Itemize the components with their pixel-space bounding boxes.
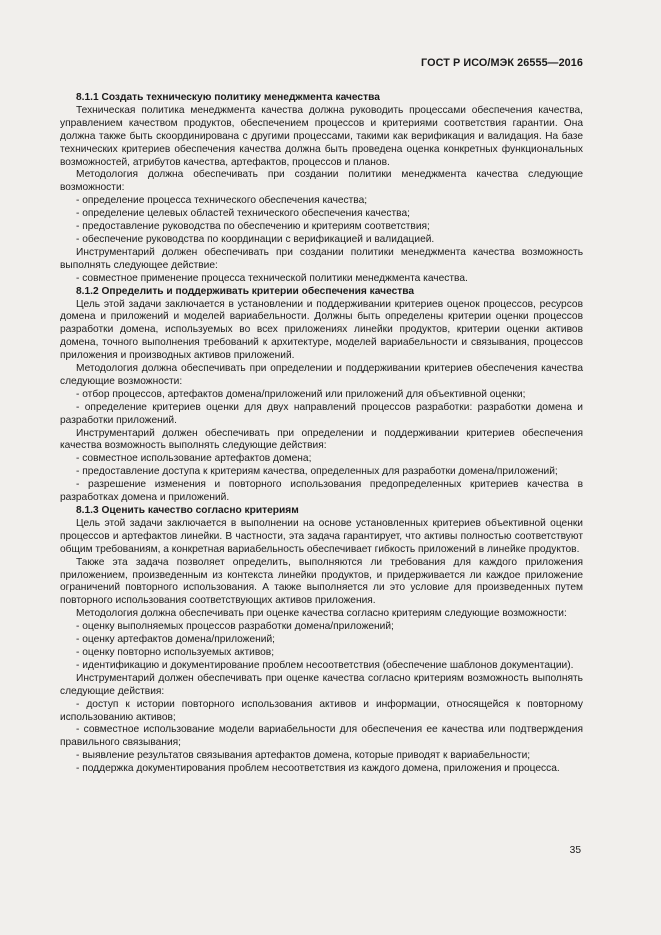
list-item: - поддержка документирования проблем несоответствия из каждого домена, приложения и процесса.: [76, 763, 560, 775]
paragraph: Цель этой задачи заключается в установлении и поддерживании критериев оценок процессов, ресурсов домена и приложений и моделей вариабельности. Должны быть определены критерии оценки процессов разработки домена, используемых во всех приложениях линейки продуктов, критерии оценки активов домена, точного выполнения требований к архитектуре, моделей вариабельности и связывания, процессов приложения и производных активов приложений.: [60, 298, 583, 362]
list-item: - оценку артефактов домена/приложений;: [76, 634, 276, 646]
paragraph: Инструментарий должен обеспечивать при определении и поддерживании критериев обеспечения качества возможность выполнять следующие действия:: [60, 427, 583, 452]
list-item: - идентификацию и документирование проблем несоответствия (обеспечение шаблонов документации).: [76, 659, 574, 671]
list-item: - обеспечение руководства по координации с верификацией и валидацией.: [76, 233, 435, 245]
list-item: - совместное применение процесса технической политики менеджмента качества.: [76, 272, 468, 284]
list-item: - определение критериев оценки для двух направлений процессов разработки: разработки домена и разработки приложений.: [60, 401, 583, 426]
list-item: - оценку повторно используемых активов;: [76, 646, 275, 658]
list-item: - определение целевых областей технического обеспечения качества;: [76, 208, 410, 220]
list-item: - выявление результатов связывания артефактов домена, которые приводят к вариабельности;: [76, 750, 531, 762]
list-item: - определение процесса технического обеспечения качества;: [76, 195, 368, 207]
paragraph: Методология должна обеспечивать при оценке качества согласно критериям следующие возможности:: [76, 608, 567, 620]
section-heading: 8.1.2 Определить и поддерживать критерии обеспечения качества: [76, 285, 415, 297]
paragraph: Цель этой задачи заключается в выполнении на основе установленных критериев объективной оценки процессов и артефактов линейки. В частности, эта задача гарантирует, что активы полностью соответствуют общим требованиям, а конкретная вариабельность обеспечивает гибкость приложений в линейке продуктов.: [60, 517, 583, 555]
list-item: - предоставление доступа к критериям качества, определенных для разработки домена/приложений;: [76, 466, 558, 478]
section-heading: 8.1.1 Создать техническую политику менеджмента качества: [76, 92, 380, 103]
paragraph: Инструментарий должен обеспечивать при оценке качества согласно критериям возможность выполнять следующие действия:: [60, 672, 583, 697]
list-item: - разрешение изменения и повторного использования предопределенных критериев качества в разработках домена и приложений.: [60, 479, 583, 504]
standard-code-header: ГОСТ Р ИСО/МЭК 26555—2016: [421, 57, 583, 69]
paragraph: Также эта задача позволяет определить, выполняются ли требования для каждого приложения приложением, произведенным из контекста линейки продуктов, и придерживается ли каждое приложение ограничений повторного использования. А также выполняется ли это условие для произведенных путем повторного использования соответствующих активов приложения.: [60, 556, 583, 607]
paragraph: Методология должна обеспечивать при определении и поддерживании критериев обеспечения качества следующие возможности:: [60, 363, 583, 387]
document-body: [60, 92, 583, 776]
list-item: - доступ к истории повторного использования активов и информации, относящейся к повторному использованию активов;: [60, 698, 583, 723]
paragraph: Техническая политика менеджмента качества должна руководить процессами обеспечения качества, управлением качеством продуктов, обеспечением процессов и критериями соответствия гарантии. Она должна также быть скоординирована с другими процессами, такими как верификация и валидация. На базе технических критериев обеспечения качества должна быть проведена оценка конкретных функциональных возможностей, атрибутов качества, артефактов, процессов и планов.: [60, 104, 583, 168]
list-item: - отбор процессов, артефактов домена/приложений или приложений для объективной оценки;: [76, 388, 526, 400]
paragraph: Инструментарий должен обеспечивать при создании политики менеджмента качества возможность выполнять следующее действие:: [60, 246, 583, 271]
list-item: - предоставление руководства по обеспечению и критериям соответствия;: [76, 221, 430, 233]
paragraph: Методология должна обеспечивать при создании политики менеджмента качества следующие возможности:: [60, 169, 583, 194]
list-item: - оценку выполняемых процессов разработки домена/приложений;: [76, 621, 394, 633]
list-item: - совместное использование артефактов домена;: [76, 453, 312, 465]
list-item: - совместное использование модели вариабельности для обеспечения ее качества или подтверждения правильного связывания;: [60, 724, 583, 749]
section-heading: 8.1.3 Оценить качество согласно критериям: [76, 505, 299, 516]
page-number: 35: [569, 845, 581, 856]
